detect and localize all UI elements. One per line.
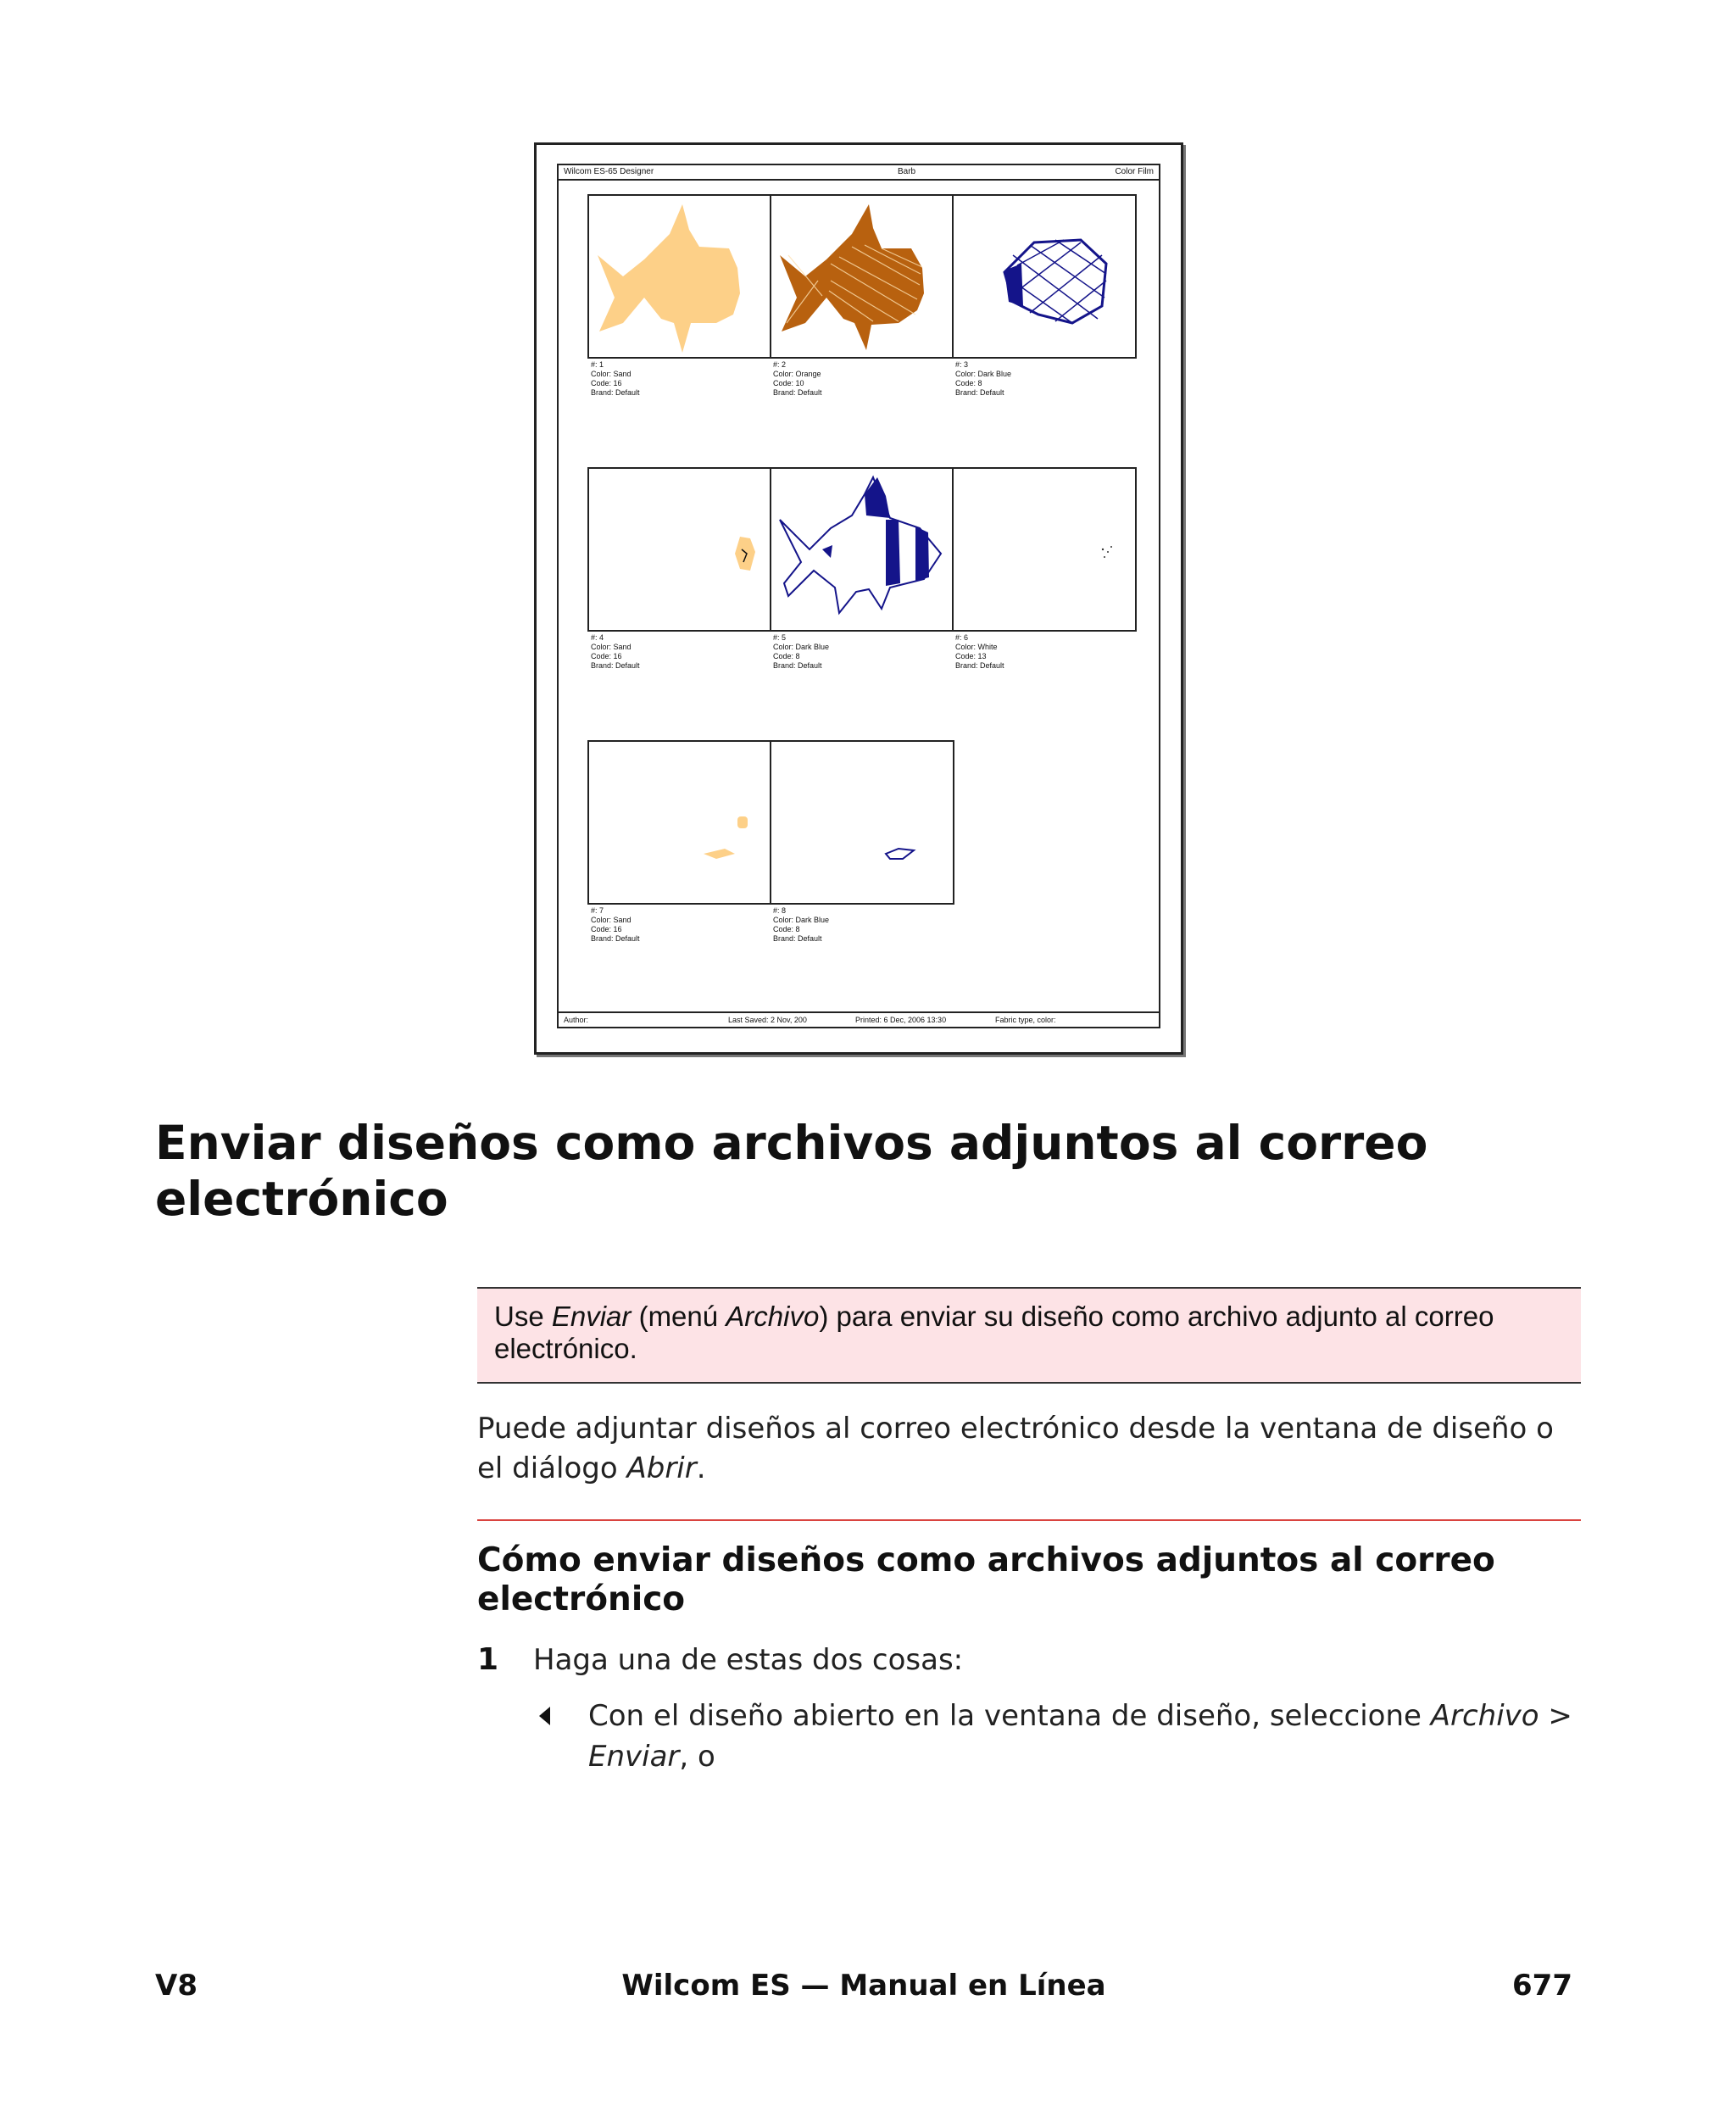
step-number: 1: [477, 1642, 499, 1677]
panel-2-caption: #: 2 Color: Orange Code: 10 Brand: Default: [773, 360, 822, 397]
printout-header-type: Color Film: [1115, 167, 1154, 176]
panel-1-caption: #: 1 Color: Sand Code: 16 Brand: Default: [591, 360, 640, 397]
orange-fish-icon: [771, 196, 953, 357]
footer-page-number: 677: [1512, 1969, 1572, 2003]
left-triangle-bullet-icon: [539, 1707, 550, 1725]
printout-header: [559, 165, 1159, 181]
bullet-text: Con el diseño abierto en la ventana de diseño, seleccione Archivo > Enviar, o: [588, 1699, 1572, 1774]
printout-sheet: [557, 164, 1160, 1028]
footer-manual-title: Wilcom ES — Manual en Línea: [621, 1969, 1106, 2003]
sand-fish-icon: [589, 196, 771, 357]
panel-5-caption: #: 5 Color: Dark Blue Code: 8 Brand: Default: [773, 633, 830, 670]
panel-7-caption: #: 7 Color: Sand Code: 16 Brand: Default: [591, 906, 640, 943]
menu-name-file: Archivo: [726, 1301, 820, 1332]
step-text: Haga una de estas dos cosas:: [533, 1643, 964, 1677]
white-dots-icon: [954, 469, 1135, 630]
page-footer: [155, 1965, 1572, 2006]
section-divider: [477, 1519, 1581, 1521]
printout-footer-saved: Last Saved: 2 Nov, 200: [728, 1016, 807, 1024]
menu-command-send: Enviar: [551, 1301, 632, 1332]
blue-outline-fish-icon: [771, 469, 953, 630]
color-panel-4: [587, 467, 772, 632]
panel-4-caption: #: 4 Color: Sand Code: 16 Brand: Default: [591, 633, 640, 670]
blue-fragment-icon: [771, 742, 953, 903]
section-title: Enviar diseños como archivos adjuntos al correo electrónico: [155, 1116, 1428, 1226]
open-dialog-name: Abrir: [626, 1451, 697, 1485]
sand-fragments-icon: [589, 742, 771, 903]
color-panel-6: [952, 467, 1137, 632]
tip-box: [477, 1287, 1581, 1384]
tip-text: Use Enviar (menú Archivo) para enviar su diseño como archivo adjunto al correo electrónico.: [494, 1301, 1494, 1364]
printout-header-app: Wilcom ES-65 Designer: [564, 167, 654, 176]
blue-scales-icon: [954, 196, 1135, 357]
printout-footer-author: Author:: [564, 1016, 589, 1024]
printout-footer-printed: Printed: 6 Dec, 2006 13:30: [855, 1016, 947, 1024]
panel-3-caption: #: 3 Color: Dark Blue Code: 8 Brand: Default: [955, 360, 1012, 397]
color-panel-8: [770, 740, 954, 905]
sand-mouth-icon: [589, 469, 771, 630]
color-film-printout-image: [534, 142, 1183, 1055]
printout-footer: [559, 1011, 1159, 1027]
color-panel-5: [770, 467, 954, 632]
printout-footer-fabric: Fabric type, color:: [995, 1016, 1056, 1024]
panel-6-caption: #: 6 Color: White Code: 13 Brand: Default: [955, 633, 1004, 670]
panel-8-caption: #: 8 Color: Dark Blue Code: 8 Brand: Default: [773, 906, 830, 943]
procedure-title: Cómo enviar diseños como archivos adjuntos al correo electrónico: [477, 1541, 1495, 1618]
intro-paragraph: Puede adjuntar diseños al correo electrónico desde la ventana de diseño o el diálogo Abrir.: [477, 1412, 1554, 1485]
printout-header-design: Barb: [898, 167, 916, 176]
color-panel-2: [770, 194, 954, 359]
color-panel-7: [587, 740, 772, 905]
menu-path: Archivo > Enviar: [588, 1699, 1572, 1774]
color-panel-1: [587, 194, 772, 359]
footer-version: V8: [155, 1969, 198, 2003]
color-panel-3: [952, 194, 1137, 359]
